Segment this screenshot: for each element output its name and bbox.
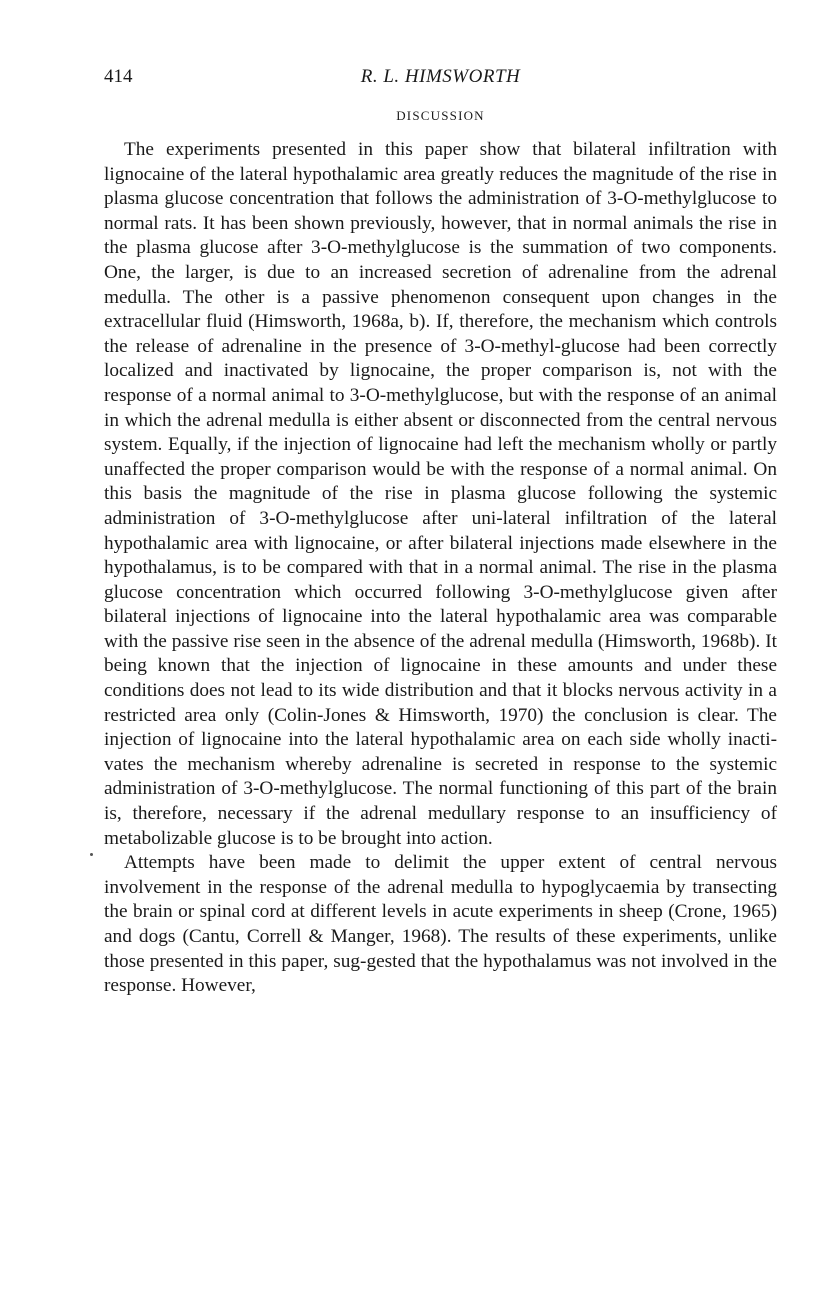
page-number: 414	[104, 66, 133, 87]
running-title: R. L. HIMSWORTH	[360, 66, 521, 87]
running-head	[104, 66, 777, 92]
body-text	[104, 138, 777, 999]
margin-mark	[90, 853, 93, 856]
paragraph-2: Attempts have been made to delimit the upper extent of central nervous involvement in the response of the adrenal medulla to hypoglycaemia by transecting the brain or spinal cord at different levels in acute experiments in sheep (Crone, 1965) and dogs (Cantu, Correll & Manger, 1968). The results of these experiments, unlike those presented in this paper, sug-gested that the hypothalamus was not involved in the response. However,	[104, 852, 777, 997]
journal-page	[104, 66, 777, 999]
section-heading: DISCUSSION	[396, 108, 485, 123]
paragraph-1: The experiments presented in this paper show that bilateral infiltration with lignocaine of the lateral hypothalamic area greatly reduces the magnitude of the rise in plasma glucose concentration that follows the administration of 3-O-methylglucose to normal rats. It has been shown previously, however, that in normal animals the rise in the plasma glucose after 3-O-methylglucose is the summation of two components. One, the larger, is due to an increased secretion of adrenaline from the adrenal medulla. The other is a passive phenomenon consequent upon changes in the extracellular fluid (Himsworth, 1968a, b). If, therefore, the mechanism which controls the release of adrenaline in the presence of 3-O-methyl-glucose had been correctly localized and inactivated by lignocaine, the proper comparison is, not with the response of a normal animal to 3-O-methylglucose, but with the response of an animal in which the adrenal medulla is either absent or disconnected from the central nervous system. Equally, if the injection of lignocaine had left the mechanism wholly or partly unaffected the proper comparison would be with the response of a normal animal. On this basis the magnitude of the rise in plasma glucose following the systemic administration of 3-O-methylglucose after uni-lateral infiltration of the lateral hypothalamic area with lignocaine, or after bilateral injections made elsewhere in the hypothalamus, is to be compared with that in a normal animal. The rise in the plasma glucose concentration which occurred following 3-O-methylglucose given after bilateral injections of lignocaine into the lateral hypothalamic area was comparable with the passive rise seen in the absence of the adrenal medulla (Himsworth, 1968b). It being known that the injection of lignocaine in these amounts and under these conditions does not lead to its wide distribution and that it blocks nervous activity in a restricted area only (Colin-Jones & Himsworth, 1970) the conclusion is clear. The injection of lignocaine into the lateral hypothalamic area on each side wholly inacti-vates the mechanism whereby adrenaline is secreted in response to the systemic administration of 3-O-methylglucose. The normal functioning of this part of the brain is, therefore, necessary if the adrenal medullary response to an insufficiency of metabolizable glucose is to be brought into action.	[104, 139, 777, 849]
